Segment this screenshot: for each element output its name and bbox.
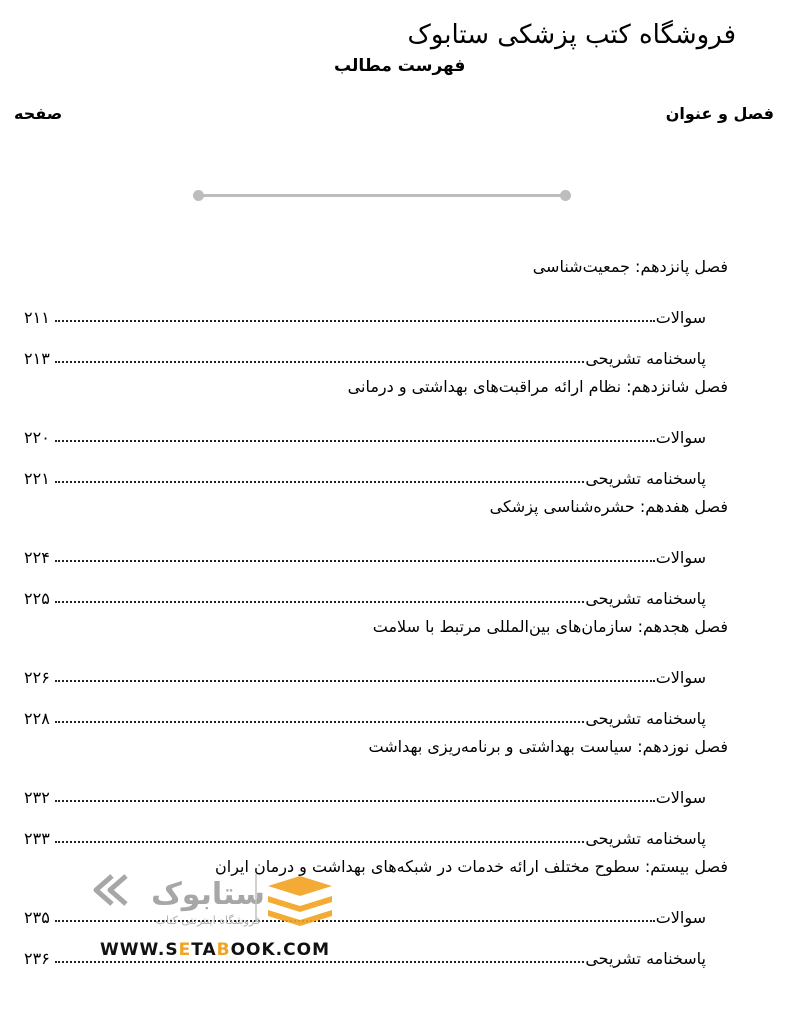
dot-leader [55,800,655,802]
chapter-title: فصل هفدهم: حشره‌شناسی پزشکی [489,497,728,516]
logo-wordmark: ستابوک [151,877,265,912]
column-heading-page: صفحه [14,104,63,123]
store-title: فروشگاه کتب پزشکی ستابوک [407,20,736,50]
chapter-title: فصل نوزدهم: سیاست بهداشتی و برنامه‌ریزی بهداشت [368,737,728,756]
entry-page-number: ۲۱۳ [24,349,50,368]
toc-entry [24,569,728,610]
entry-label: سوالات [655,428,706,447]
dot-leader [55,560,655,562]
entry-page-number: ۲۲۰ [24,428,50,447]
setabook-logo-watermark [90,872,340,932]
watermark-url-accent: E [178,940,192,960]
entry-label: سوالات [655,668,706,687]
entry-label: سوالات [655,548,706,567]
decorative-divider [198,194,566,197]
toc-entry [24,528,728,569]
entry-label: سوالات [655,308,706,327]
entry-page-number: ۲۳۶ [24,949,50,968]
dot-leader [55,680,655,682]
entry-label: پاسخنامه تشریحی [585,709,706,728]
chevron-left-icon [96,876,126,904]
dot-leader [55,481,584,483]
entry-label: پاسخنامه تشریحی [585,469,706,488]
dot-leader [55,961,584,963]
toc-entry [24,329,728,370]
entry-label: سوالات [655,908,706,927]
watermark-url-part: OOK.COM [230,940,330,960]
chapter-title: فصل شانزدهم: نظام ارائه مراقبت‌های بهداشتی و درمانی [347,377,728,396]
entry-page-number: ۲۲۴ [24,548,50,567]
chapter-title: فصل بیستم: سطوح مختلف ارائه خدمات در شبکه‌های بهداشت و درمان ایران [215,857,728,876]
dot-leader [55,361,584,363]
watermark-url-part: WWW.S [100,940,179,960]
chapter-title: فصل هجدهم: سازمان‌های بین‌المللی مرتبط با سلامت [372,617,728,636]
entry-page-number: ۲۲۵ [24,589,50,608]
entry-page-number: ۲۱۱ [24,308,50,327]
dot-leader [55,320,655,322]
column-heading-chapter: فصل و عنوان [665,104,774,123]
toc-entry [24,768,728,809]
toc-entry [24,648,728,689]
watermark-url-part: TA [191,940,217,960]
dot-leader [55,721,584,723]
table-of-contents [24,250,728,970]
entry-page-number: ۲۳۲ [24,788,50,807]
toc-title: فهرست مطالب [334,56,466,76]
toc-entry [24,449,728,490]
toc-entry [24,408,728,449]
toc-entry [24,689,728,730]
entry-label: پاسخنامه تشریحی [585,349,706,368]
dot-leader [55,440,655,442]
dot-leader [55,841,584,843]
entry-label: پاسخنامه تشریحی [585,589,706,608]
toc-entry [24,809,728,850]
watermark-url [100,940,330,960]
dot-leader [55,601,584,603]
entry-label: پاسخنامه تشریحی [585,949,706,968]
chapter-title: فصل پانزدهم: جمعیت‌شناسی [532,257,728,276]
entry-label: سوالات [655,788,706,807]
entry-label: پاسخنامه تشریحی [585,829,706,848]
book-stack-icon [268,876,332,926]
entry-page-number: ۲۲۶ [24,668,50,687]
watermark-url-accent: B [216,940,231,960]
toc-entry [24,288,728,329]
entry-page-number: ۲۳۳ [24,829,50,848]
entry-page-number: ۲۲۸ [24,709,50,728]
logo-tagline: فروشگاه اینترنتی کتاب [155,914,261,927]
entry-page-number: ۲۳۵ [24,908,50,927]
entry-page-number: ۲۲۱ [24,469,50,488]
